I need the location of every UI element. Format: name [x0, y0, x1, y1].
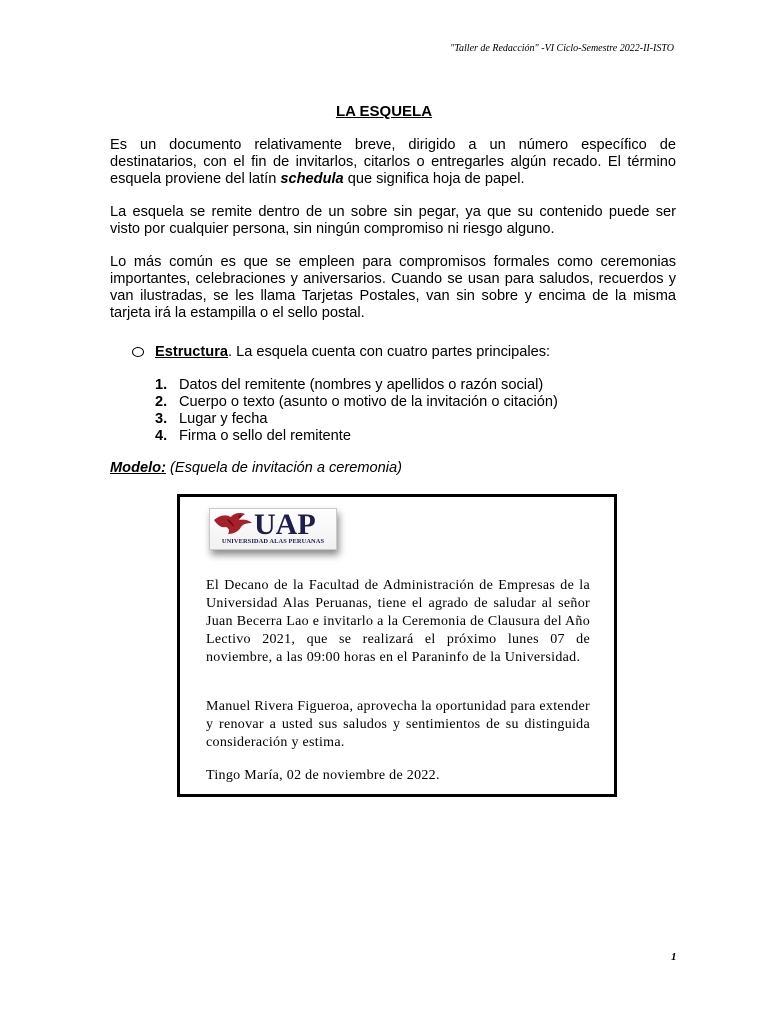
invitation-card	[177, 494, 617, 797]
paragraph-uses: Lo más común es que se empleen para compromisos formales como ceremonias importantes, celebraciones y aniversarios. Cuando se usan para saludos, recuerdos y van ilustradas, se les llama Tarjetas Postales, van sin sobre y encima de la misma tarjeta irá la estampilla o el sello postal.	[110, 254, 676, 321]
modelo-heading	[110, 460, 402, 476]
list-item	[155, 411, 558, 428]
circle-bullet-icon	[132, 347, 144, 357]
latin-term: schedula	[280, 171, 344, 187]
logo-text: UAP	[254, 508, 316, 541]
structure-label: Estructura	[155, 344, 228, 360]
card-body-invitation: El Decano de la Facultad de Administración de Empresas de la Universidad Alas Peruanas, tiene el agrado de saludar al señor Juan Becerra Lao e invitarlo a la Ceremonia de Clausura del Año Lectivo 2021, que se realizará el próximo lunes 07 de noviembre, a las 09:00 horas en el Paraninfo de la Universidad.	[206, 578, 590, 665]
logo-subtitle: UNIVERSIDAD ALAS PERUANAS	[221, 538, 325, 545]
structure-text: . La esquela cuenta con cuatro partes principales:	[228, 344, 551, 360]
paragraph-definition-end: que significa hoja de papel.	[343, 171, 525, 187]
list-item-number: 2.	[155, 394, 168, 410]
paragraph-definition	[110, 137, 676, 188]
list-item-text: Lugar y fecha	[179, 411, 268, 427]
page-header	[450, 43, 674, 54]
university-logo	[209, 508, 337, 550]
document-title: LA ESQUELA	[335, 103, 433, 120]
list-item	[155, 394, 558, 411]
list-item-number: 4.	[155, 428, 168, 444]
modelo-text: (Esquela de invitación a ceremonia)	[165, 460, 403, 476]
header-course: "Taller de Redacción"	[450, 43, 539, 54]
list-item-text: Cuerpo o texto (asunto o motivo de la invitación o citación)	[179, 394, 558, 410]
list-item	[155, 428, 558, 445]
structure-list	[155, 377, 558, 445]
list-item-number: 3.	[155, 411, 168, 427]
modelo-label: Modelo	[110, 460, 162, 476]
page-number: 1	[671, 951, 677, 963]
list-item-number: 1.	[155, 377, 168, 393]
modelo-colon: :	[161, 460, 166, 476]
eagle-icon	[212, 511, 254, 537]
list-item-text: Datos del remitente (nombres y apellidos o razón social)	[179, 377, 544, 393]
card-place-date: Tingo María, 02 de noviembre de 2022.	[206, 768, 440, 783]
card-body-closing: Manuel Rivera Figueroa, aprovecha la oportunidad para extender y renovar a usted sus saludos y sentimientos de su distinguida consideración y estima.	[206, 699, 591, 750]
structure-bullet	[132, 344, 550, 360]
list-item	[155, 377, 558, 394]
list-item-text: Firma o sello del remitente	[179, 428, 351, 444]
header-detail: -VI Ciclo-Semestre 2022-II-ISTO	[538, 43, 674, 54]
paragraph-definition-start: Es un documento relativamente breve, dirigido a un número específico de destinatarios, con el fin de invitarlos, citarlos o entregarles algún recado. El término esquela proviene del latín	[110, 137, 676, 187]
paragraph-envelope: La esquela se remite dentro de un sobre sin pegar, ya que su contenido puede ser visto por cualquier persona, sin ningún compromiso ni riesgo alguno.	[110, 204, 676, 237]
